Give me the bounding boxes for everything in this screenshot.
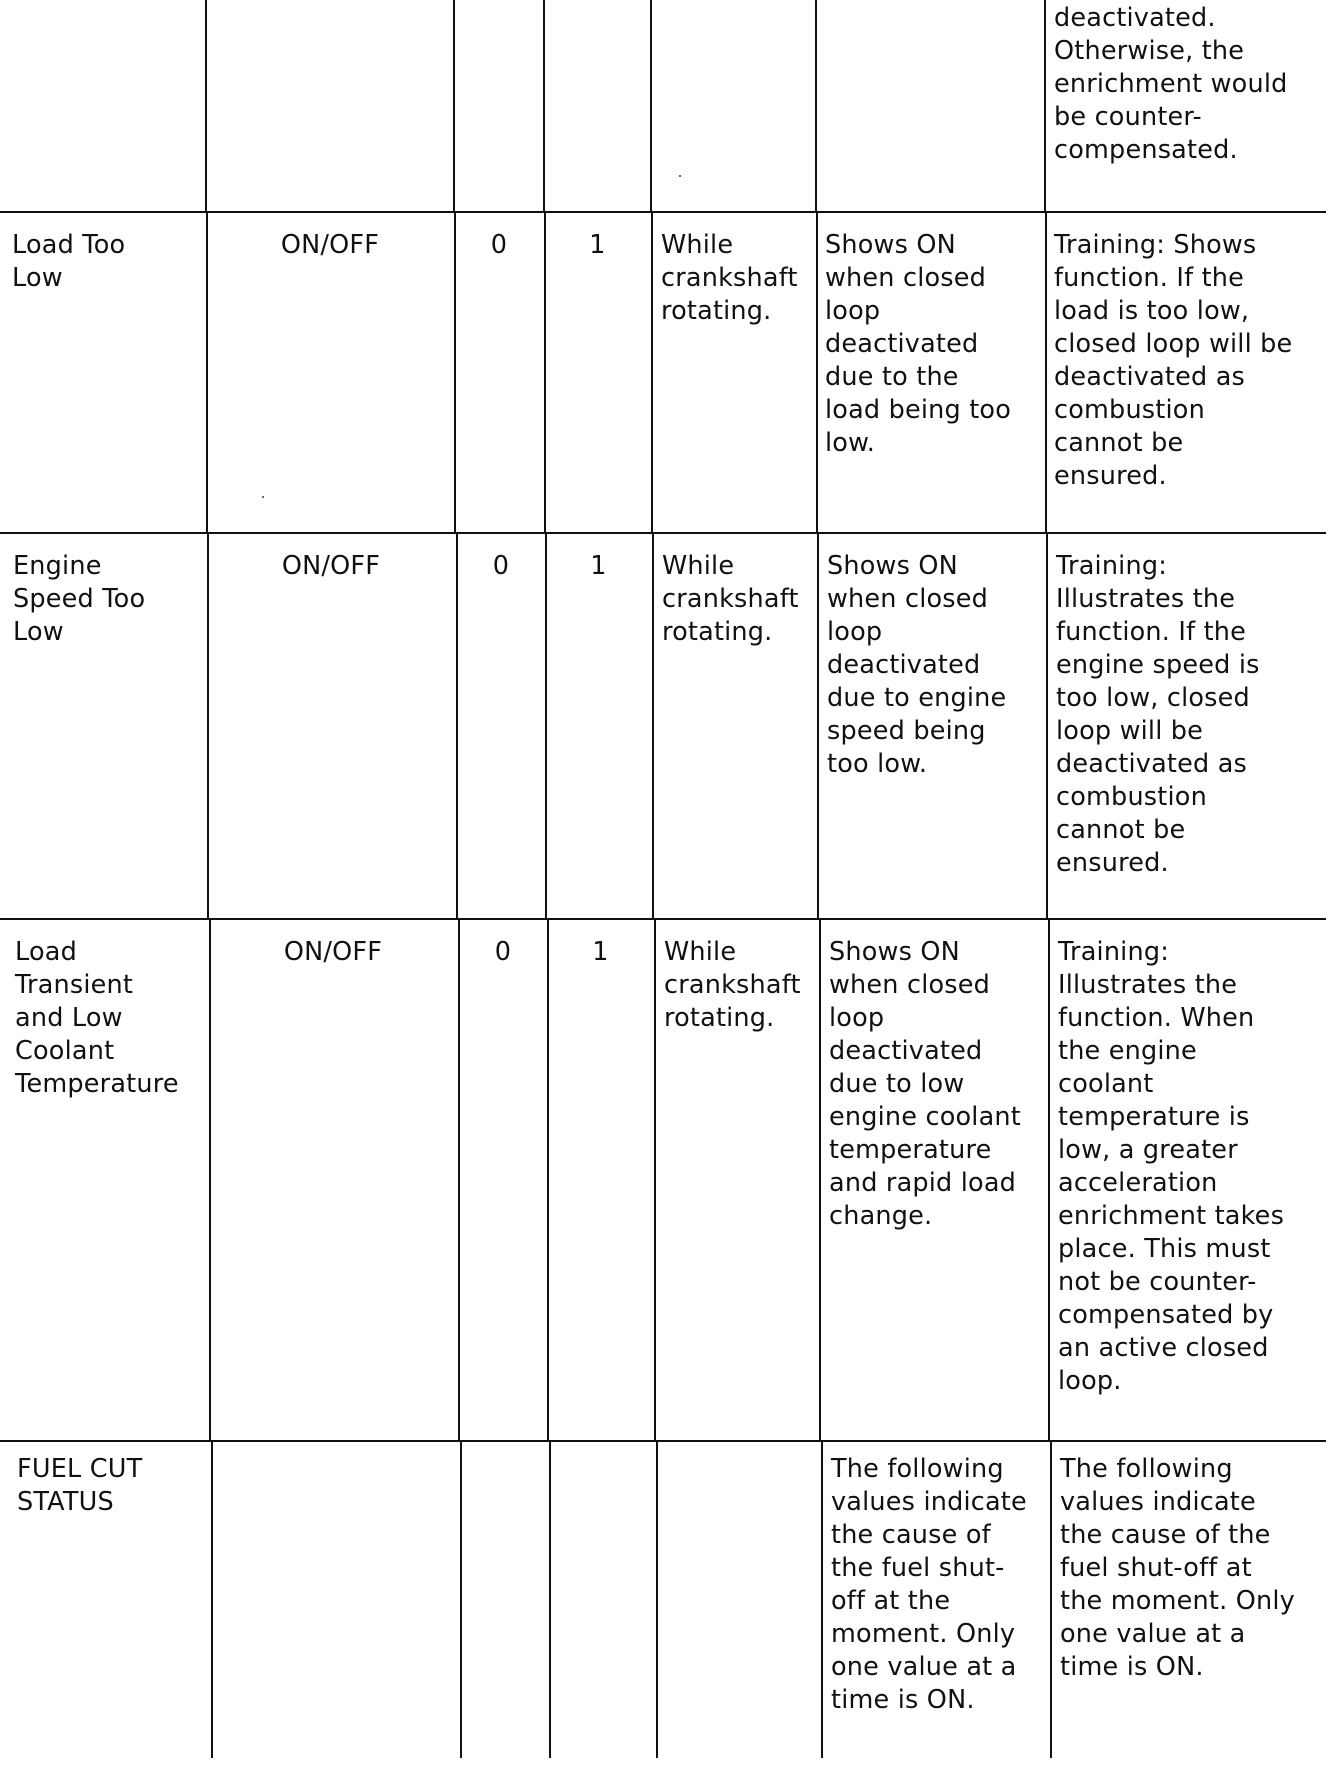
- max-cell: 1: [590, 551, 607, 581]
- param-name-cell: FUEL CUT STATUS: [17, 1454, 143, 1517]
- param-name-cell: Load Transient and Low Coolant Temperature: [15, 937, 179, 1099]
- column-divider: [1050, 1440, 1052, 1758]
- column-divider: [456, 532, 458, 919]
- max-cell: 1: [592, 937, 609, 967]
- help-cell-continued: deactivated. Otherwise, the enrichment would be counter- compensated.: [1054, 3, 1288, 165]
- row-divider: [0, 532, 1326, 534]
- description-cell: Shows ON when closed loop deactivated due to engine speed being too low.: [827, 551, 1007, 779]
- min-cell: 0: [492, 551, 510, 581]
- description-cell: Shows ON when closed loop deactivated due to the load being too low.: [825, 230, 1012, 458]
- scan-speck: [679, 175, 681, 177]
- column-divider: [549, 1440, 551, 1758]
- row-divider: [0, 1440, 1326, 1442]
- condition-cell: While crankshaft rotating.: [662, 551, 799, 647]
- column-divider: [1045, 211, 1047, 533]
- type-cell: ON/OFF: [283, 937, 383, 967]
- condition-cell: While crankshaft rotating.: [664, 937, 801, 1033]
- column-divider: [1044, 0, 1046, 212]
- row-divider: [0, 918, 1326, 920]
- column-divider: [543, 0, 545, 212]
- condition-cell: While crankshaft rotating.: [661, 230, 798, 326]
- scan-speck: [262, 496, 264, 498]
- help-cell: Training: Shows function. If the load is too low, closed loop will be deactivated as combustion cannot be ensured.: [1054, 230, 1293, 491]
- help-cell: Training: Illustrates the function. When the engine coolant temperature is low, a greater acceleration enrichment takes place. This must not be counter- compensated by an active closed loop.: [1058, 937, 1285, 1396]
- column-divider: [650, 0, 652, 212]
- param-name-cell: Engine Speed Too Low: [13, 551, 146, 647]
- help-cell: The following values indicate the cause of the fuel shut-off at the moment. Only one value at a time is ON.: [1060, 1454, 1295, 1682]
- min-cell: 0: [494, 937, 512, 967]
- column-divider: [458, 918, 460, 1441]
- column-divider: [460, 1440, 462, 1758]
- column-divider: [211, 1440, 213, 1758]
- row-divider: [0, 211, 1326, 213]
- description-cell: The following values indicate the cause of the fuel shut- off at the moment. Only one value at a time is ON.: [831, 1454, 1027, 1715]
- column-divider: [547, 918, 549, 1441]
- column-divider: [821, 1440, 823, 1758]
- min-cell: 0: [490, 230, 508, 260]
- column-divider: [453, 0, 455, 212]
- column-divider: [1046, 532, 1048, 919]
- column-divider: [205, 0, 207, 212]
- max-cell: 1: [589, 230, 606, 260]
- type-cell: ON/OFF: [281, 551, 381, 581]
- column-divider: [1048, 918, 1050, 1441]
- help-cell: Training: Illustrates the function. If the engine speed is too low, closed loop will be deactivated as combustion cannot be ensured.: [1056, 551, 1260, 878]
- column-divider: [654, 918, 656, 1441]
- column-divider: [207, 532, 209, 919]
- column-divider: [656, 1440, 658, 1758]
- column-divider: [652, 532, 654, 919]
- column-divider: [815, 0, 817, 212]
- type-cell: ON/OFF: [280, 230, 380, 260]
- column-divider: [545, 532, 547, 919]
- param-name-cell: Load Too Low: [12, 230, 126, 293]
- description-cell: Shows ON when closed loop deactivated due to low engine coolant temperature and rapid load change.: [829, 937, 1021, 1231]
- column-divider: [651, 211, 653, 533]
